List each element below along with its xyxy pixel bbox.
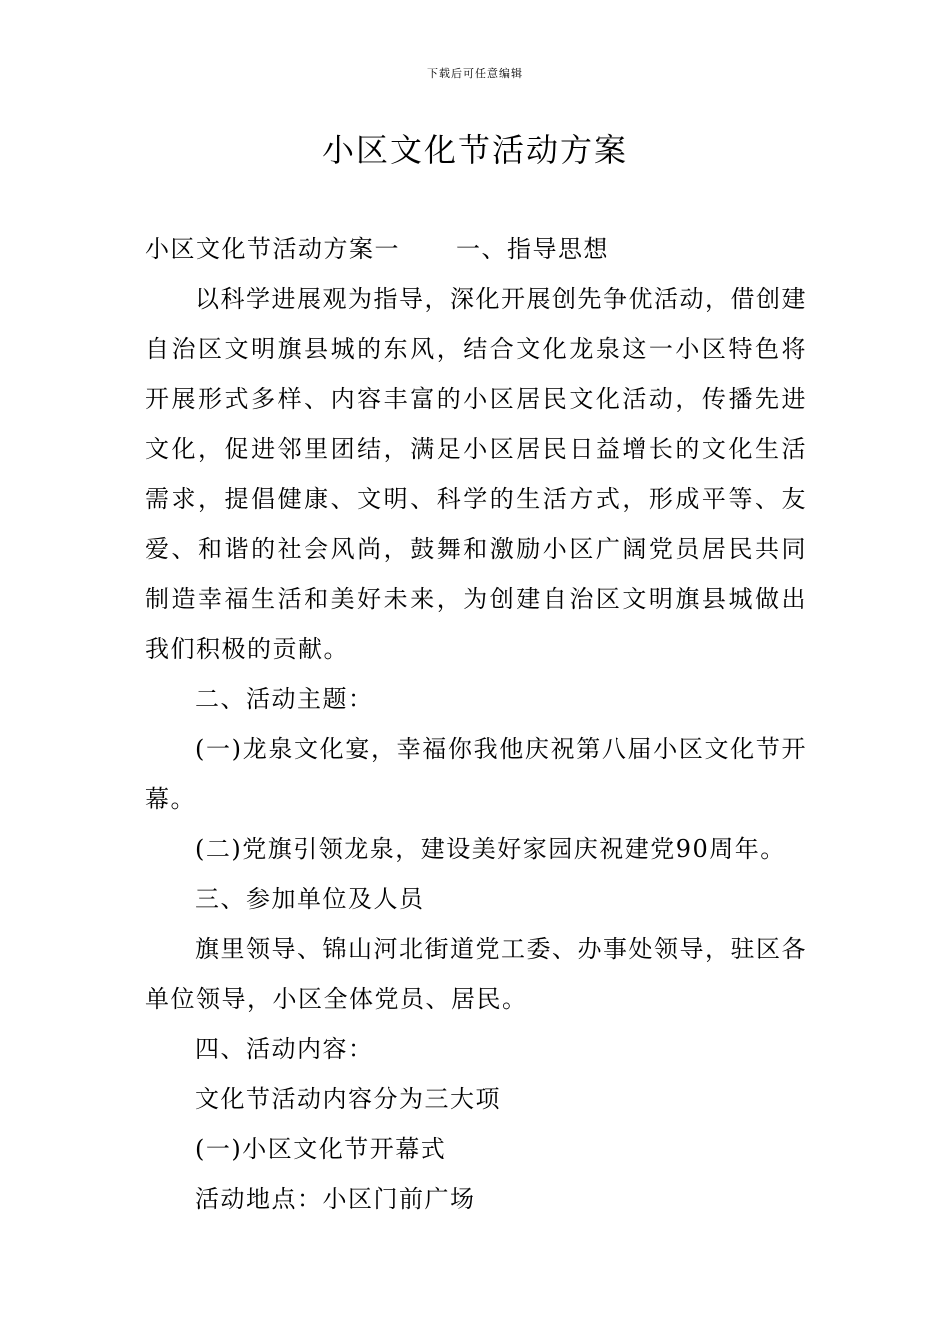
paragraph-content-summary: 文化节活动内容分为三大项 [195,1085,501,1113]
heading-activity-content: 四、活动内容： [195,1035,374,1063]
paragraph-participants: 旗里领导、锦山河北街道党工委、办事处领导，驻区各单位领导，小区全体党员、居民。 [145,935,807,1013]
header-note: 下载后可任意编辑 [427,67,523,80]
paragraph-guiding-thought: 以科学进展观为指导，深化开展创先争优活动，借创建自治区文明旗县城的东风，结合文化龙泉这一小区特色将开展形式多样、内容丰富的小区居民文化活动，传播先进文化，促进邻里团结，满足小区居民日益增长的文化生活需求，提倡健康、文明、科学的生活方式，形成平等、友爱、和谐的社会风尚，鼓舞和激励小区广阔党员居民共同制造幸福生活和美好未来，为创建自治区文明旗县城做出我们积极的贡献。 [145,285,807,663]
document-title: 小区文化节活动方案 [321,131,628,169]
paragraph-activity-location: 活动地点：小区门前广场 [195,1185,476,1213]
document-body [145,224,807,1224]
first-line-right: 一、指导思想 [456,235,609,263]
paragraph-theme-one: (一)龙泉文化宴，幸福你我他庆祝第八届小区文化节开幕。 [145,735,807,813]
paragraph-theme-two: (二)党旗引领龙泉，建设美好家园庆祝建党90周年。 [195,835,786,863]
heading-activity-theme: 二、活动主题： [195,685,374,713]
first-line [145,224,807,274]
heading-participants: 三、参加单位及人员 [195,885,425,913]
paragraph-opening-ceremony: (一)小区文化节开幕式 [195,1135,447,1163]
first-line-left: 小区文化节活动方案一 [145,235,400,263]
